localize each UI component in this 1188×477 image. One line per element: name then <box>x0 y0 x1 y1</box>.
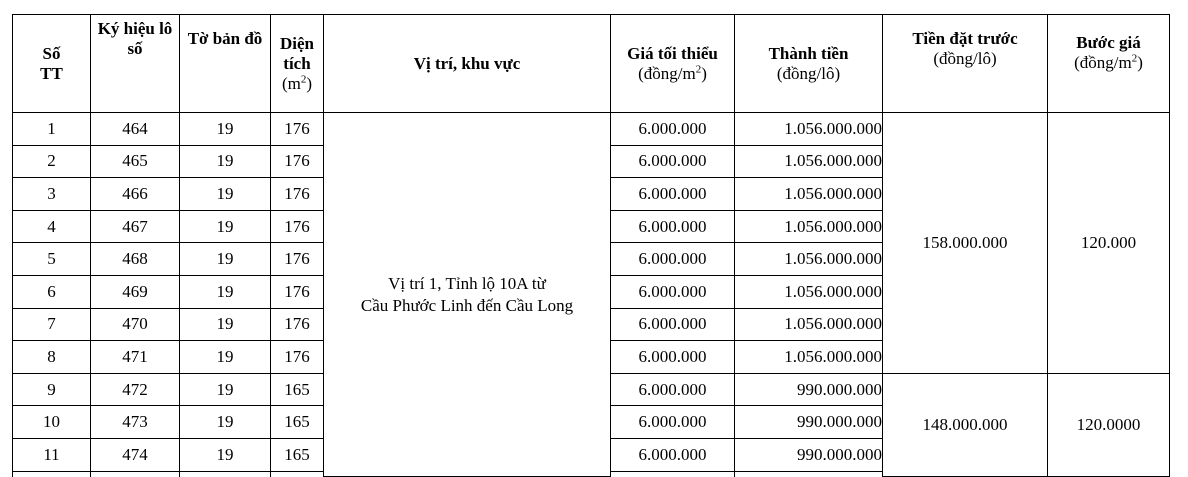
area-cell: 176 <box>271 308 324 341</box>
partial-cell <box>611 471 735 477</box>
auction-lot-table <box>12 14 1170 477</box>
total-cell: 990.000.000 <box>735 438 883 471</box>
location-cell: Vị trí 1, Tỉnh lộ 10A từ Cầu Phước Linh đến Cầu Long <box>324 113 611 477</box>
min-price-cell: 6.000.000 <box>611 178 735 211</box>
header-stt: Số TT <box>13 15 91 113</box>
total-cell: 1.056.000.000 <box>735 145 883 178</box>
min-price-cell: 6.000.000 <box>611 113 735 146</box>
header-map: Tờ bản đồ <box>180 15 271 113</box>
partial-cell <box>271 471 324 477</box>
stt-cell: 6 <box>13 275 91 308</box>
header-location: Vị trí, khu vực <box>324 15 611 113</box>
min-price-cell: 6.000.000 <box>611 308 735 341</box>
header-min-price: Giá tối thiểu $(đồng/m^2)$ <box>611 15 735 113</box>
min-price-cell: 6.000.000 <box>611 243 735 276</box>
lot-cell: 465 <box>91 145 180 178</box>
deposit-cell: 158.000.000 <box>883 113 1048 374</box>
area-cell: 165 <box>271 373 324 406</box>
area-cell: 176 <box>271 210 324 243</box>
header-total: Thành tiền (đồng/lô) <box>735 15 883 113</box>
total-cell: 1.056.000.000 <box>735 275 883 308</box>
map-cell: 19 <box>180 341 271 374</box>
stt-cell: 3 <box>13 178 91 211</box>
header-row <box>13 15 1170 113</box>
map-cell: 19 <box>180 145 271 178</box>
total-cell: 990.000.000 <box>735 406 883 439</box>
header-area: Diện tích $(m^2)$ <box>271 15 324 113</box>
min-price-cell: 6.000.000 <box>611 406 735 439</box>
area-cell: 176 <box>271 275 324 308</box>
deposit-cell: 148.000.000 <box>883 373 1048 476</box>
area-cell: 176 <box>271 145 324 178</box>
stt-cell: 9 <box>13 373 91 406</box>
min-price-cell: 6.000.000 <box>611 373 735 406</box>
partial-cell <box>735 471 883 477</box>
stt-cell: 4 <box>13 210 91 243</box>
header-deposit: Tiền đặt trước (đồng/lô) <box>883 15 1048 113</box>
min-price-cell: 6.000.000 <box>611 341 735 374</box>
area-cell: 165 <box>271 438 324 471</box>
header-step: Bước giá $(đồng/m^2)$ <box>1048 15 1170 113</box>
lot-cell: 466 <box>91 178 180 211</box>
lot-cell: 471 <box>91 341 180 374</box>
table-body <box>13 113 1170 477</box>
min-price-cell: 6.000.000 <box>611 145 735 178</box>
map-cell: 19 <box>180 275 271 308</box>
lot-cell: 468 <box>91 243 180 276</box>
area-cell: 165 <box>271 406 324 439</box>
total-cell: 1.056.000.000 <box>735 341 883 374</box>
lot-cell: 464 <box>91 113 180 146</box>
min-price-cell: 6.000.000 <box>611 275 735 308</box>
stt-cell: 2 <box>13 145 91 178</box>
map-cell: 19 <box>180 113 271 146</box>
stt-cell: 11 <box>13 438 91 471</box>
total-cell: 1.056.000.000 <box>735 243 883 276</box>
lot-cell: 474 <box>91 438 180 471</box>
map-cell: 19 <box>180 210 271 243</box>
total-cell: 1.056.000.000 <box>735 308 883 341</box>
lot-cell: 467 <box>91 210 180 243</box>
step-cell: 120.000 <box>1048 113 1170 374</box>
map-cell: 19 <box>180 243 271 276</box>
map-cell: 19 <box>180 373 271 406</box>
min-price-cell: 6.000.000 <box>611 210 735 243</box>
total-cell: 1.056.000.000 <box>735 178 883 211</box>
table-row <box>13 113 1170 146</box>
total-cell: 1.056.000.000 <box>735 210 883 243</box>
map-cell: 19 <box>180 438 271 471</box>
step-cell: 120.0000 <box>1048 373 1170 476</box>
lot-cell: 469 <box>91 275 180 308</box>
total-cell: 1.056.000.000 <box>735 113 883 146</box>
lot-cell: 473 <box>91 406 180 439</box>
area-cell: 176 <box>271 243 324 276</box>
partial-cell <box>91 471 180 477</box>
map-cell: 19 <box>180 178 271 211</box>
map-cell: 19 <box>180 308 271 341</box>
stt-cell: 5 <box>13 243 91 276</box>
area-cell: 176 <box>271 113 324 146</box>
stt-cell: 10 <box>13 406 91 439</box>
partial-cell <box>180 471 271 477</box>
area-cell: 176 <box>271 178 324 211</box>
stt-cell: 1 <box>13 113 91 146</box>
partial-cell <box>13 471 91 477</box>
min-price-cell: 6.000.000 <box>611 438 735 471</box>
lot-cell: 470 <box>91 308 180 341</box>
map-cell: 19 <box>180 406 271 439</box>
total-cell: 990.000.000 <box>735 373 883 406</box>
area-cell: 176 <box>271 341 324 374</box>
stt-cell: 8 <box>13 341 91 374</box>
header-lot: Ký hiệu lô số <box>91 15 180 113</box>
lot-cell: 472 <box>91 373 180 406</box>
stt-cell: 7 <box>13 308 91 341</box>
